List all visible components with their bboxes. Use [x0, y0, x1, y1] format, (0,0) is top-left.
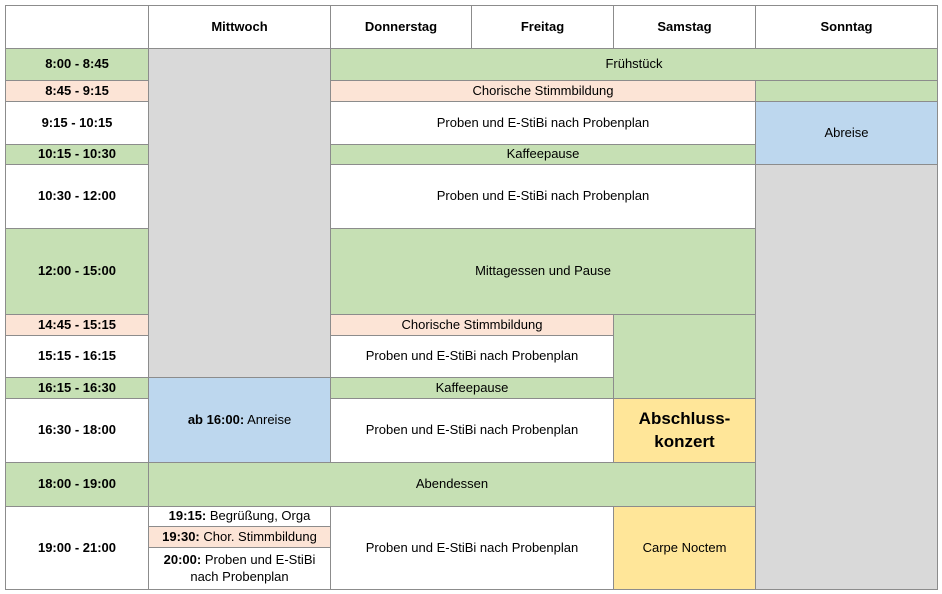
event-abendessen: Abendessen [148, 462, 756, 507]
event-chor-stimmbildung-evening [148, 526, 331, 548]
event-kaffeepause: Kaffeepause [330, 377, 614, 399]
event-kaffeepause: Kaffeepause [330, 144, 756, 165]
event-begruessung [148, 506, 331, 527]
event-proben-evening-mittwoch [148, 547, 331, 590]
time-cell: 14:45 - 15:15 [5, 314, 149, 336]
time-cell: 10:30 - 12:00 [5, 164, 149, 229]
time-cell: 15:15 - 16:15 [5, 335, 149, 378]
proben-evening-time: 20:00: [163, 552, 202, 568]
event-mittagessen: Mittagessen und Pause [330, 228, 756, 315]
event-fruehstueck: Frühstück [330, 48, 938, 81]
chor-evening-time: 19:30: [162, 528, 200, 544]
header-mittwoch: Mittwoch [148, 5, 331, 49]
empty-slot [755, 164, 938, 590]
proben-evening-label-2: nach Probenplan [190, 568, 289, 584]
time-cell: 8:45 - 9:15 [5, 80, 149, 102]
time-cell: 16:30 - 18:00 [5, 398, 149, 463]
abschlusskonzert-line1: Abschluss- [638, 409, 731, 429]
time-cell: 12:00 - 15:00 [5, 228, 149, 315]
event-proben: Proben und E-StiBi nach Probenplan [330, 164, 756, 229]
header-donnerstag: Donnerstag [330, 5, 472, 49]
begruessung-time: 19:15: [168, 508, 207, 524]
empty-slot [148, 48, 331, 378]
header-corner [5, 5, 149, 49]
anreise-time: ab 16:00: [187, 411, 245, 427]
event-empty-green [755, 80, 938, 102]
chor-evening-label: Chor. Stimmbildung [203, 528, 317, 544]
anreise-label: Anreise [247, 411, 292, 427]
event-proben: Proben und E-StiBi nach Probenplan [330, 335, 614, 378]
time-cell: 10:15 - 10:30 [5, 144, 149, 165]
header-sonntag: Sonntag [755, 5, 938, 49]
event-abschlusskonzert [613, 398, 756, 463]
event-empty-green [613, 314, 756, 399]
proben-evening-label-1: Proben und E-StiBi [204, 552, 316, 568]
abschlusskonzert-line2: konzert [654, 431, 715, 451]
event-proben: Proben und E-StiBi nach Probenplan [330, 398, 614, 463]
time-cell: 18:00 - 19:00 [5, 462, 149, 507]
time-cell: 9:15 - 10:15 [5, 101, 149, 145]
begruessung-label: Begrüßung, Orga [209, 508, 311, 524]
event-anreise [148, 377, 331, 463]
event-proben: Proben und E-StiBi nach Probenplan [330, 506, 614, 590]
time-cell: 16:15 - 16:30 [5, 377, 149, 399]
header-freitag: Freitag [471, 5, 614, 49]
time-cell: 8:00 - 8:45 [5, 48, 149, 81]
event-chorische-stimmbildung: Chorische Stimmbildung [330, 314, 614, 336]
event-chorische-stimmbildung: Chorische Stimmbildung [330, 80, 756, 102]
header-samstag: Samstag [613, 5, 756, 49]
time-cell: 19:00 - 21:00 [5, 506, 149, 590]
event-abreise: Abreise [755, 101, 938, 165]
event-carpe-noctem: Carpe Noctem [613, 506, 756, 590]
event-proben: Proben und E-StiBi nach Probenplan [330, 101, 756, 145]
